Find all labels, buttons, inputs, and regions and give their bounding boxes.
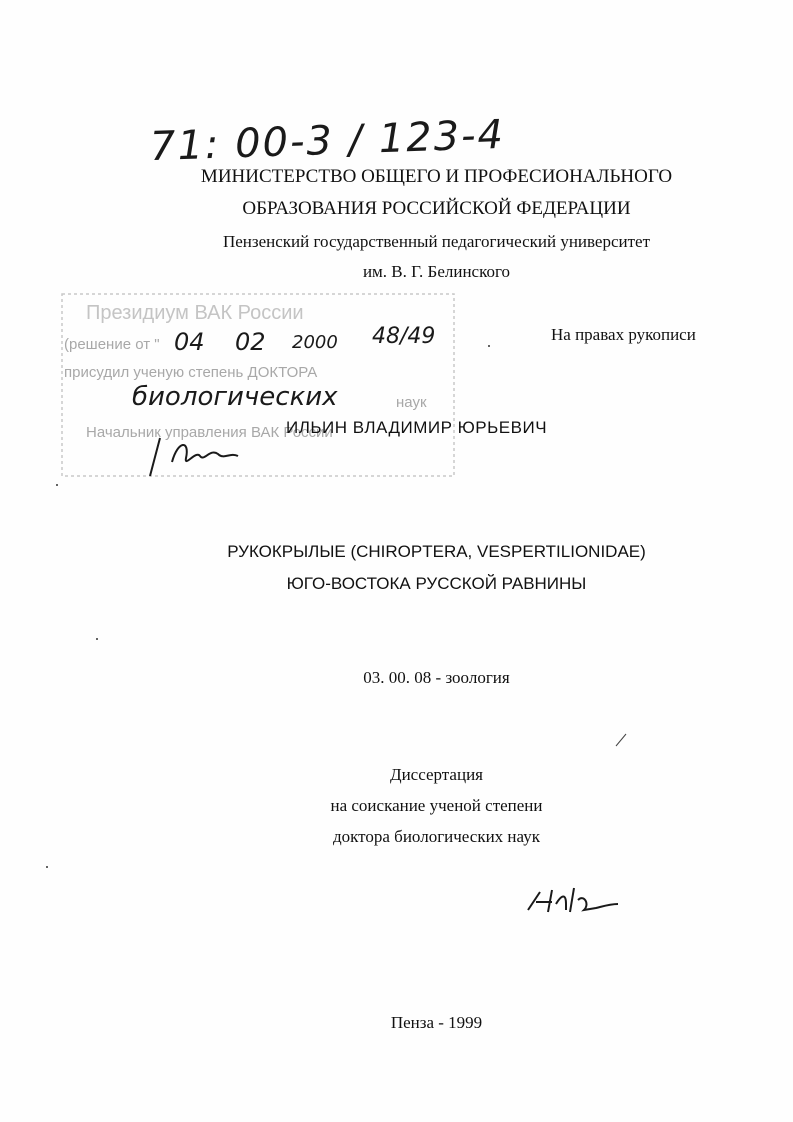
stamp-science: биологических [132,382,338,412]
scan-speck [56,484,58,486]
university-name: Пензенский государственный педагогический университет [222,232,651,251]
stamp-line-3: присудил ученую степень ДОКТОРА [64,364,318,381]
stamp-science-suffix: наук [396,394,427,411]
stamp-line-2-prefix: (решение от " [64,336,160,353]
title-line-2: ЮГО-ВОСТОКА РУССКОЙ РАВНИНЫ [286,574,587,593]
city-year: Пенза - 1999 [390,1013,483,1032]
scan-speck [96,638,98,640]
author-name: ИЛЬИН ВЛАДИМИР ЮРЬЕВИЧ [286,418,548,437]
dissertation-line-3: доктора биологических наук [333,827,540,846]
stamp-month: 02 [235,328,266,356]
scan-speck [46,866,48,868]
manuscript-rights: На правах рукописи [551,325,696,344]
stamp-number: 48/49 [372,324,436,349]
stamp-day: 04 [174,328,205,356]
specialty-code: 03. 00. 08 - зоология [363,668,510,687]
author-signature [522,880,632,920]
scan-mark [612,730,632,750]
ministry-line-2: ОБРАЗОВАНИЯ РОССИЙСКОЙ ФЕДЕРАЦИИ [242,198,631,219]
stamp-signature [138,432,288,482]
dissertation-line-1: Диссертация [389,765,483,784]
title-line-1: РУКОКРЫЛЫЕ (CHIROPTERA, VESPERTILIONIDAE) [227,542,646,561]
dissertation-line-2: на соискание ученой степени [330,796,543,815]
stamp-line-5: Начальник управления ВАК России [86,424,333,441]
vak-stamp [60,290,460,482]
scan-speck [488,345,490,347]
university-named-after: им. В. Г. Белинского [362,262,511,281]
archive-code: 71: 00-3 / 123-4 [149,111,506,171]
ministry-line-1: МИНИСТЕРСТВО ОБЩЕГО И ПРОФЕСИОНАЛЬНОГО [200,166,673,187]
stamp-line-1: Президиум ВАК России [86,302,304,324]
stamp-year: 2000 [292,332,338,353]
